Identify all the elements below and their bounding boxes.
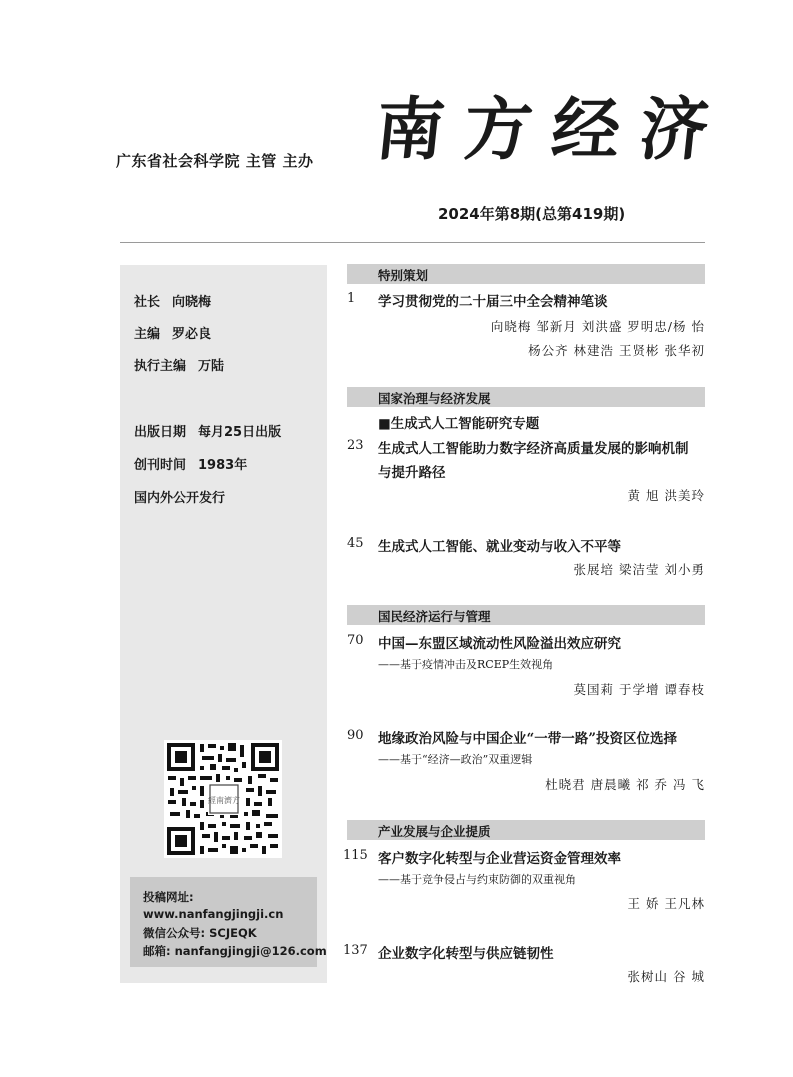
qr-code-image [164, 740, 282, 858]
section-header: 产业发展与企业提质 [347, 820, 705, 840]
staff-chief-editor: 主编 罗必良 [134, 327, 212, 342]
issue-number: 2024年第8期(总第419期) [438, 205, 626, 223]
article-authors: 向晓梅 邹新月 刘洪盛 罗明忠/杨 怡 [490, 319, 705, 334]
sidebar [120, 265, 327, 983]
article-title[interactable]: 企业数字化转型与供应链韧性 [378, 946, 554, 962]
article-page: 70 [347, 633, 364, 648]
founded-date: 创刊时间 1983年 [134, 458, 248, 473]
article-subtitle: ——基于“经济—政治”双重逻辑 [378, 753, 533, 766]
masthead-title: 南方经济 [371, 90, 733, 170]
contact-wechat: 微信公众号: SCJEQK [143, 926, 257, 940]
article-title[interactable]: 生成式人工智能、就业变动与收入不平等 [378, 539, 621, 555]
qr-stamp-text: 經南濟方 [208, 796, 240, 805]
article-title[interactable]: 学习贯彻党的二十届三中全会精神笔谈 [378, 294, 608, 310]
article-title[interactable]: 客户数字化转型与企业营运资金管理效率 [378, 851, 621, 867]
article-authors: 张树山 谷 城 [627, 969, 705, 984]
section-header: 特别策划 [347, 264, 705, 284]
article-title[interactable]: 生成式人工智能助力数字经济高质量发展的影响机制 [378, 441, 689, 457]
article-page: 23 [347, 438, 364, 453]
distribution: 国内外公开发行 [134, 491, 226, 506]
article-authors: 莫国莉 于学增 谭春枝 [573, 682, 705, 697]
qr-code [164, 740, 282, 858]
publish-date: 出版日期 每月25日出版 [134, 425, 282, 440]
article-authors: 杨公齐 林建浩 王贤彬 张华初 [528, 343, 705, 358]
header-divider [120, 242, 705, 243]
article-subtitle: ——基于疫情冲击及RCEP生效视角 [378, 658, 554, 671]
special-topic-heading: ■生成式人工智能研究专题 [378, 416, 540, 432]
article-authors: 王 娇 王凡林 [627, 896, 705, 911]
contact-email[interactable]: 邮箱: nanfangjingji@126.com [143, 944, 327, 958]
article-authors: 杜晓君 唐晨曦 祁 乔 冯 飞 [545, 777, 705, 792]
article-page: 115 [343, 848, 368, 863]
staff-executive-editor: 执行主编 万陆 [134, 359, 225, 374]
contact-label: 投稿网址: [143, 890, 194, 904]
contact-url[interactable]: www.nanfangjingji.cn [143, 907, 284, 921]
article-subtitle: ——基于竞争侵占与约束防御的双重视角 [378, 873, 576, 886]
article-page: 1 [347, 291, 356, 306]
article-page: 45 [347, 536, 364, 551]
staff-president: 社长 向晓梅 [134, 295, 212, 310]
article-authors: 黄 旭 洪美玲 [627, 488, 705, 503]
article-page: 137 [343, 943, 368, 958]
section-header: 国家治理与经济发展 [347, 387, 705, 407]
sponsor-line: 广东省社会科学院 主管 主办 [116, 152, 314, 170]
article-page: 90 [347, 728, 364, 743]
contact-box [130, 877, 327, 967]
article-title[interactable]: 中国—东盟区域流动性风险溢出效应研究 [378, 636, 621, 652]
article-title[interactable]: 地缘政治风险与中国企业“一带一路”投资区位选择 [378, 731, 678, 747]
article-title-continued[interactable]: 与提升路径 [378, 465, 446, 481]
article-authors: 张展培 梁洁莹 刘小勇 [573, 562, 705, 577]
section-header: 国民经济运行与管理 [347, 605, 705, 625]
